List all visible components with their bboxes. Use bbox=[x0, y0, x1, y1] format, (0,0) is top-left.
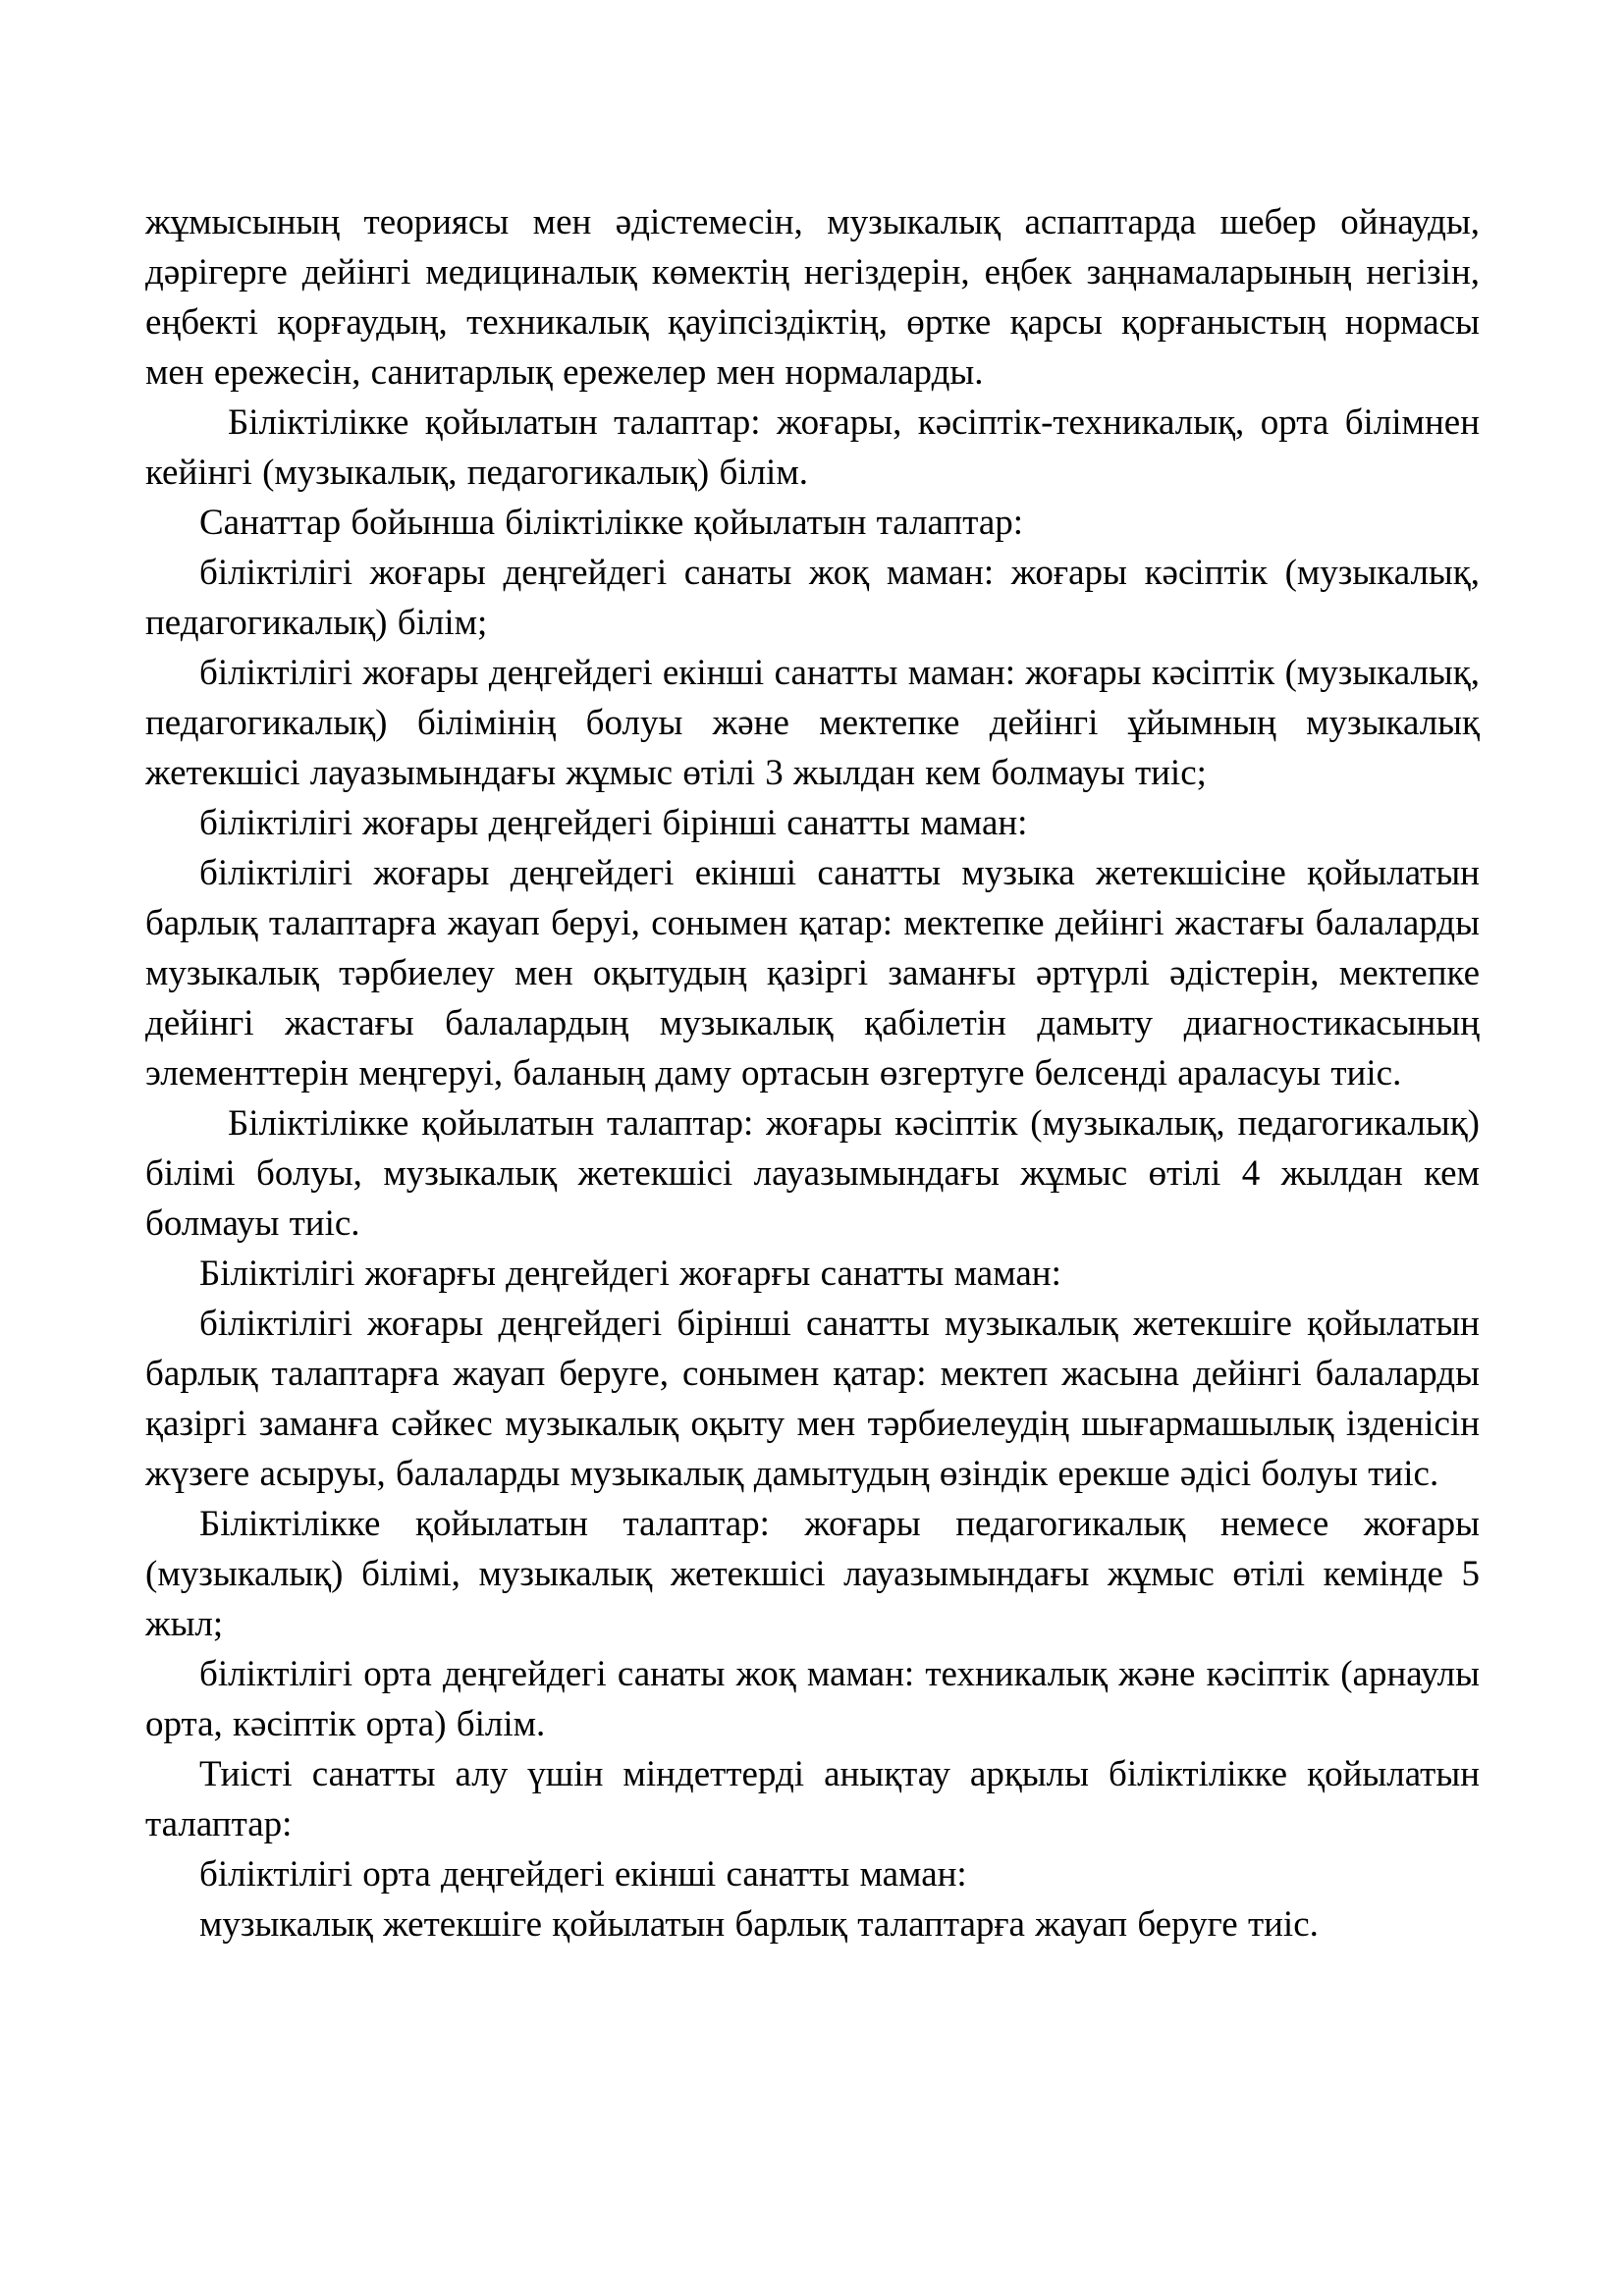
paragraph-highest-category-heading: Біліктілігі жоғарғы деңгейдегі жоғарғы санатты маман: bbox=[199, 1254, 1061, 1294]
paragraph-continuation: жұмысының теориясы мен әдістемесін, музыкалық аспаптарда шебер ойнауды, дәрігерге дейінгі медициналық көмектің негіздерін, еңбек заңнамаларының негізін, еңбекті қорғаудың, техникалық қауіпсіздіктің, өртке қарсы қорғаныстың нормасы мен ережесін, санитарлық ережелер мен нормаларды. bbox=[145, 202, 1480, 393]
paragraph-higher-first-category-body: біліктілігі жоғары деңгейдегі екінші санатты музыка жетекшісіне қойылатын барлық талаптарға жауап беруі, сонымен қатар: мектепке дейінгі жастағы балаларды музыкалық тәрбиелеу мен оқытудың қазіргі заманғы әртүрлі әдістерін, мектепке дейінгі жастағы балалардың музыкалық қабілетін дамыту диагностикасының элементтерін меңгеруі, баланың даму ортасын өзгертуге белсенді араласуы тиіс. bbox=[145, 853, 1480, 1094]
paragraph-middle-second-category-body: музыкалық жетекшіге қойылатын барлық талаптарға жауап беруге тиіс. bbox=[199, 1904, 1319, 1945]
paragraph-qualification-requirements-3: Біліктілікке қойылатын талаптар: жоғары педагогикалық немесе жоғары (музыкалық) білімі, музыкалық жетекшісі лауазымындағы жұмыс өтілі кемінде 5 жыл; bbox=[145, 1504, 1480, 1644]
paragraph-qualification-requirements-1: Біліктілікке қойылатын талаптар: жоғары, кәсіптік-техникалық, орта білімнен кейінгі (музыкалық, педагогикалық) білім. bbox=[145, 402, 1480, 493]
document-body bbox=[145, 197, 1480, 1949]
paragraph-higher-second-category: біліктілігі жоғары деңгейдегі екінші санатты маман: жоғары кәсіптік (музыкалық, педагогикалық) білімінің болуы және мектепке дейінгі ұйымның музыкалық жетекшісі лауазымындағы жұмыс өтілі 3 жылдан кем болмауы тиіс; bbox=[145, 653, 1480, 793]
paragraph-highest-category-body: біліктілігі жоғары деңгейдегі бірінші санатты музыкалық жетекшіге қойылатын барлық талаптарға жауап беруге, сонымен қатар: мектеп жасына дейінгі балаларды қазіргі заманға сәйкес музыкалық оқыту мен тәрбиелеудің шығармашылық ізденісін жүзеге асыруы, балаларды музыкалық дамытудың өзіндік ерекше әдісі болуы тиіс. bbox=[145, 1304, 1480, 1494]
paragraph-categories-heading: Санаттар бойынша біліктілікке қойылатын талаптар: bbox=[199, 503, 1024, 543]
paragraph-middle-second-category-heading: біліктілігі орта деңгейдегі екінші санатты маман: bbox=[199, 1854, 967, 1895]
paragraph-category-obtaining-requirements: Тиісті санатты алу үшін міндеттерді анықтау арқылы біліктілікке қойылатын талаптар: bbox=[145, 1754, 1480, 1844]
paragraph-qualification-requirements-2: Біліктілікке қойылатын талаптар: жоғары кәсіптік (музыкалық, педагогикалық) білімі болуы, музыкалық жетекшісі лауазымындағы жұмыс өтілі 4 жылдан кем болмауы тиіс. bbox=[145, 1103, 1480, 1244]
paragraph-higher-no-category: біліктілігі жоғары деңгейдегі санаты жоқ маман: жоғары кәсіптік (музыкалық, педагогикалық) білім; bbox=[145, 553, 1480, 643]
paragraph-middle-no-category: біліктілігі орта деңгейдегі санаты жоқ маман: техникалық және кәсіптік (арнаулы орта, кәсіптік орта) білім. bbox=[145, 1654, 1480, 1744]
paragraph-higher-first-category-heading: біліктілігі жоғары деңгейдегі бірінші санатты маман: bbox=[199, 803, 1028, 843]
